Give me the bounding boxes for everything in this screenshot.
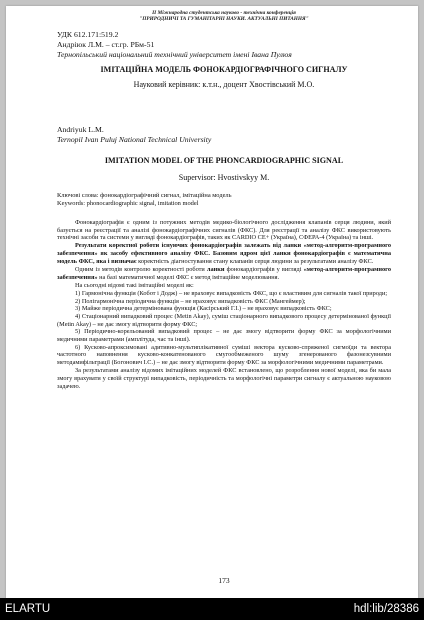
conference-header-line-2: "ПРИРОДНИЧІ ТА ГУМАНІТАРНІ НАУКИ. АКТУАЛЬНІ ПИТАННЯ" [139, 16, 309, 23]
abstract-body [57, 219, 391, 390]
paragraph-4: На сьогодні відомі такі імітаційні моделі як: [75, 282, 194, 290]
paragraph-2-rest: коректність діагностування стану клапанів серця людини за результатами аналізу ФКС. [136, 257, 374, 265]
list-item: 2) Полігармонічна періодична функція – не враховує випадковість ФКС (Мангеймер); [75, 297, 306, 305]
supervisor-en: Supervisor: Hvostivskyy M. [178, 173, 270, 182]
paragraph-5: За результатами аналізу відомих імітаційних моделей ФКС встановлено, що розроблення нової моделі, яка би мала змогу врахувати у своїй структурі випадковість, періодичність та морфологічні параметри сигналу є актуальною науковою задачею. [57, 367, 391, 390]
list-item: 4) Стаціонарний випадковий процес (Metin Akay), суміш стаціонарного випадкового процесу детермінованої функції (Metin Akay) – не дає змогу відтворити форму ФКС; [57, 312, 391, 328]
author-ua: Андріюк Л.М. – ст.гр. РБм-51 [57, 40, 155, 49]
title-ua: ІМІТАЦІЙНА МОДЕЛЬ ФОНОКАРДІОГРАФІЧНОГО СИГНАЛУ [100, 65, 348, 74]
document-page [6, 6, 418, 598]
keywords-ua: Ключові слова: фонокардіографічний сигнал, імітаційна модель [57, 192, 232, 199]
affiliation-ua: Тернопільський національний технічний університет імені Івана Пулюя [57, 50, 292, 59]
list-item: 5) Періодично-корельований випадковий процес – не дає змогу відтворити форму ФКС за морфологічними медичними параметрами (амплітуда, час та інші). [57, 328, 391, 343]
paragraph-3-part-a: Одним із методів контролю коректності роботи [75, 265, 207, 273]
conference-header [57, 10, 391, 22]
paragraph-3-part-d: «метод-алгоритм-програмного забезпечення» [57, 265, 392, 281]
paragraph-2-bold: Результати коректної роботи існуючих фонокардіографів залежать від ланки «метод-алгоритм-програмного забезпечення» як засобу ефективного аналізу ФКС. Базовим ядром цієї ланки фонокардіографів є математична модель ФКС, яка і визначає [57, 242, 391, 265]
paragraph-3-part-b: ланки [206, 265, 225, 273]
model-list [57, 290, 391, 367]
keywords-en: Keywords: phonocardiographic signal, imitation model [57, 199, 199, 207]
paragraph-3 [57, 266, 391, 281]
list-item: 6) Кусково-апроксимовані адитивно-мультиплікативної суміші вектора кусково-спряженої сигмоїди та вектора частотного наповнення кусково-конкатенованого смугообмеженого шуму згенерованого фазонезсувними методамифільтрації (Богонович І.С.) – не дає змогу відтворити форму ФКС за морфологічними медичними параметрами. [57, 343, 391, 366]
keywords [57, 192, 391, 207]
affiliation-en: Ternopil Ivan Puluj National Technical University [57, 135, 212, 144]
supervisor-ua: Науковий керівник: к.т.н., доцент Хвостівський М.О. [133, 80, 315, 89]
page-content [57, 10, 391, 594]
repository-footer [0, 598, 424, 620]
handle-identifier[interactable]: hdl:lib/28386 [353, 603, 419, 615]
repository-name[interactable]: ELARTU [5, 603, 51, 615]
conference-header-line-1: II Міжнародна студентська науково - технічна конференція [152, 10, 296, 16]
list-item: 1) Гармонічна функція (Кобот і Додж) – не враховує випадковість ФКС, що є властивим для сигналів такої природи; [75, 289, 388, 297]
paragraph-3-part-e: на базі математичної моделі ФКС є метод імітаційне моделювання. [97, 273, 280, 281]
paragraph-3-part-c: фонокардіографів у вигляді [224, 265, 304, 273]
page-number: 173 [218, 576, 230, 585]
udc-code: УДК 612.171:519.2 [57, 30, 119, 39]
paragraph-2 [57, 242, 391, 265]
list-item: 3) Майже періодична детермінована функція (Касірський Г.І.) – не враховує випадковість ФКС; [75, 305, 332, 313]
title-en: IMITATION MODEL OF THE PHONCARDIOGRAPHIC SIGNAL [104, 156, 344, 165]
paragraph-1: Фонокардіографія є одним із потужних методів медико-біологічного дослідження клапанів серця людини, який базується на реєстрації та аналізі фонокардіографічних сигналів (ФКС). Для реєстрації та аналізу ФКС використовують технічні засоби та системи у вигляді фонокардіографів, таких як CARDIO CE+ (Україна), СФЕРА-4 (Україна) та інші. [57, 219, 391, 242]
author-en: Andriyuk L.M. [57, 125, 104, 134]
